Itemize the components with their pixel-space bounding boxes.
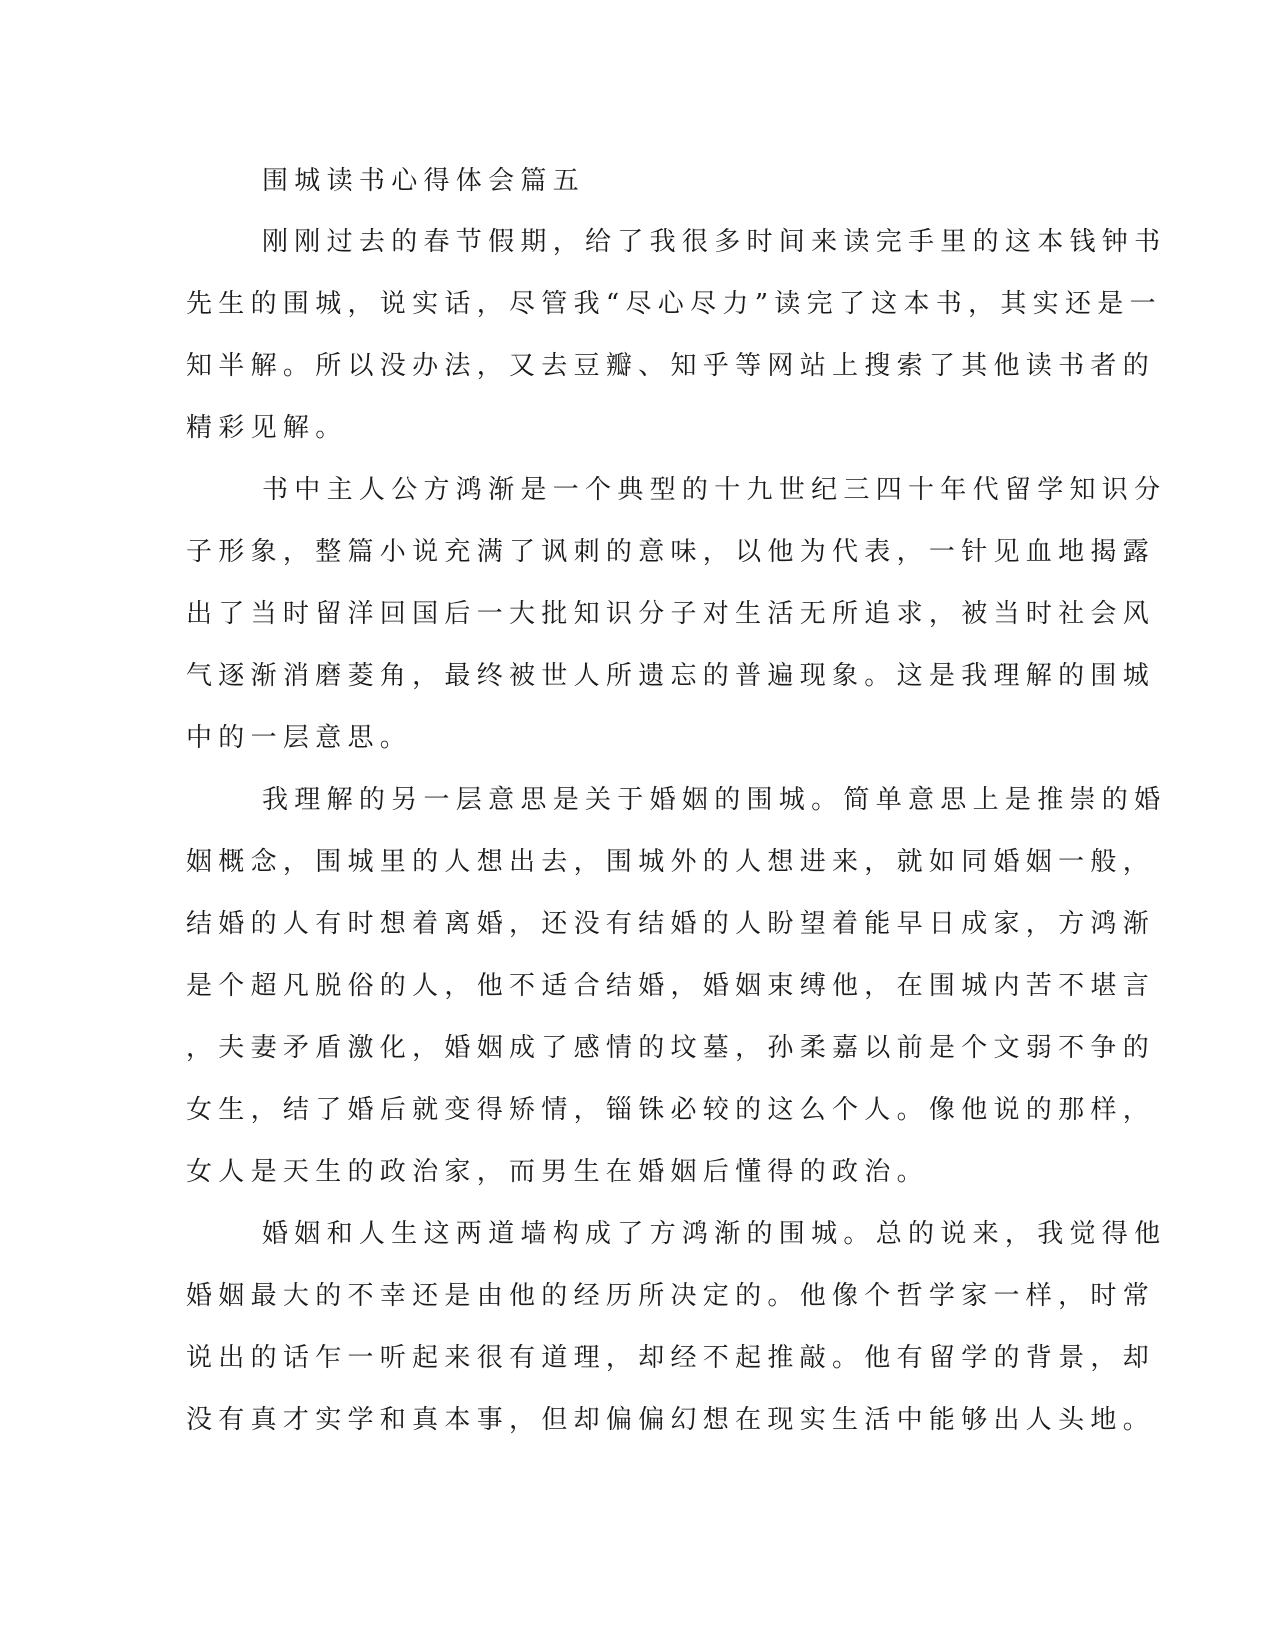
paragraph-3-line-6: 女生，结了婚后就变得矫情，锱铢必较的这么个人。像他说的那样， (186, 1095, 1156, 1125)
paragraph-2-line-4: 气逐渐消磨菱角，最终被世人所遗忘的普遍现象。这是我理解的围城 (186, 661, 1156, 691)
paragraph-4-line-2: 婚姻最大的不幸还是由他的经历所决定的。他像个哲学家一样，时常 (186, 1281, 1156, 1311)
paragraph-3-line-4: 是个超凡脱俗的人，他不适合结婚，婚姻束缚他，在围城内苦不堪言 (186, 971, 1156, 1001)
paragraph-2-line-3: 出了当时留洋回国后一大批知识分子对生活无所追求，被当时社会风 (186, 599, 1156, 629)
paragraph-1-line-4: 精彩见解。 (186, 413, 348, 443)
paragraph-3-line-5: ，夫妻矛盾激化，婚姻成了感情的坟墓，孙柔嘉以前是个文弱不争的 (186, 1033, 1156, 1063)
paragraph-1-line-3: 知半解。所以没办法，又去豆瓣、知乎等网站上搜索了其他读书者的 (186, 351, 1156, 381)
paragraph-3-line-3: 结婚的人有时想着离婚，还没有结婚的人盼望着能早日成家，方鸿渐 (186, 909, 1156, 939)
paragraph-2-line-1: 书中主人公方鸿渐是一个典型的十九世纪三四十年代留学知识分 (262, 475, 1167, 505)
paragraph-3-line-2: 姻概念，围城里的人想出去，围城外的人想进来，就如同婚姻一般， (186, 847, 1156, 877)
paragraph-2-line-2: 子形象，整篇小说充满了讽刺的意味，以他为代表，一针见血地揭露 (186, 537, 1156, 567)
paragraph-2-line-5: 中的一层意思。 (186, 723, 413, 753)
paragraph-4-line-3: 说出的话乍一听起来很有道理，却经不起推敲。他有留学的背景，却 (186, 1343, 1156, 1373)
paragraph-4-line-1: 婚姻和人生这两道墙构成了方鸿渐的围城。总的说来，我觉得他 (262, 1219, 1167, 1249)
document-title: 围城读书心得体会篇五 (262, 166, 586, 196)
paragraph-4-line-4: 没有真才实学和真本事，但却偏偏幻想在现实生活中能够出人头地。 (186, 1405, 1156, 1435)
paragraph-1-line-2: 先生的围城，说实话，尽管我“尽心尽力”读完了这本书，其实还是一 (186, 289, 1162, 319)
paragraph-3-line-7: 女人是天生的政治家，而男生在婚姻后懂得的政治。 (186, 1157, 929, 1187)
paragraph-3-line-1: 我理解的另一层意思是关于婚姻的围城。简单意思上是推崇的婚 (262, 785, 1167, 815)
paragraph-1-line-1: 刚刚过去的春节假期，给了我很多时间来读完手里的这本钱钟书 (262, 227, 1167, 257)
